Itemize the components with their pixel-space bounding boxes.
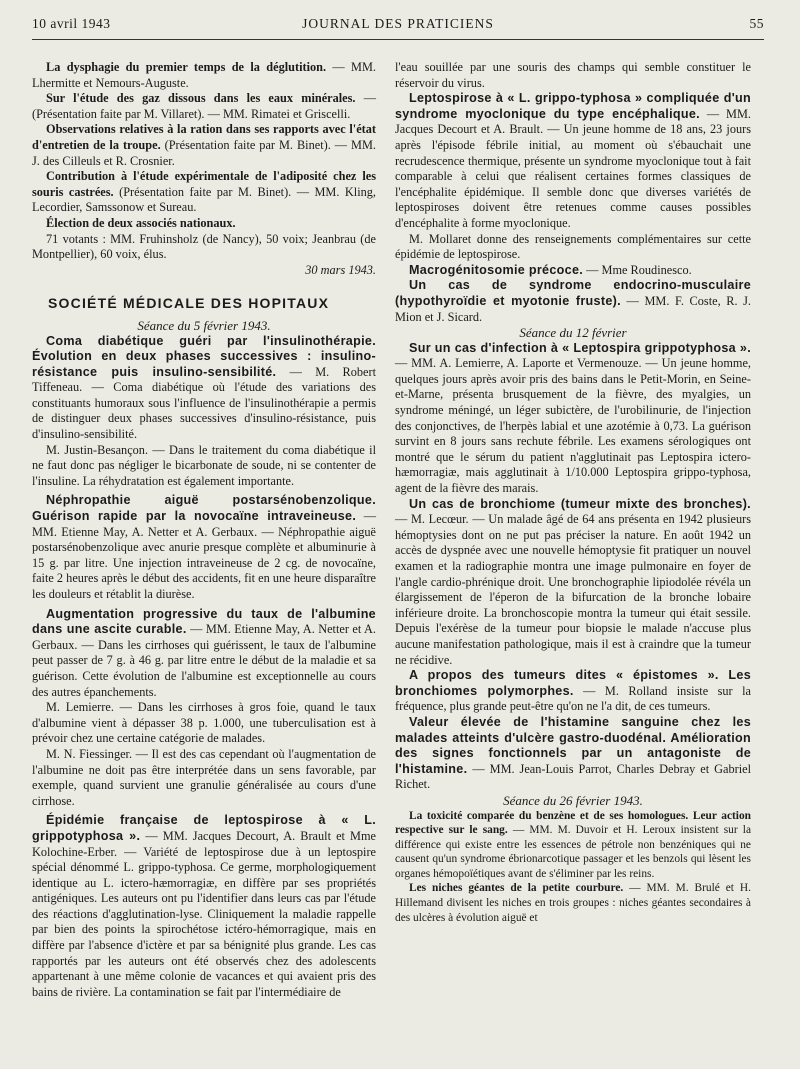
communication <box>32 334 376 443</box>
communication <box>395 668 751 715</box>
abstract-title: Contribution à l'étude expérimentale de l'adiposité chez les souris castrées. <box>32 169 376 199</box>
header-journal-title: JOURNAL DES PRATICIENS <box>302 16 494 31</box>
section-heading: SOCIÉTÉ MÉDICALE DES HOPITAUX <box>48 295 330 312</box>
page-number: 55 <box>749 16 764 31</box>
communication-body: — MM. A. Lemierre, A. Laporte et Vermenouze. — Un jeune homme, quelques jours après avoir pris des bains dans le Petit-Morin, en Seine-et-Marne, présenta brusquement de la fièvre, des myalgies, un syndrome méningé, un léger subictère, de l'urobilinurie, de l'injection des conjonctives, de l'herpès labial et une azotémie à 0,73. La guérison survint en 8 jours sans rechute fébrile. Les examens sérologiques ont montré que le sérum du patient n'agglutinait pas Leptospira ictero-hæmorragiæ, mais agglutinait à 1/10.000 Leptospira grippo-typhosa, agent de la fièvre des marais. <box>395 356 751 496</box>
communication-body: — MM. Jacques Decourt et A. Brault. — Un jeune homme de 18 ans, 23 jours après l'épisode fébrile initial, au moment où s'ébauchait une recrudescence thermique, présente un syndrome myoclonique tout à fait comparable à celui que réalisent certaines formes classiques de l'encéphalite épidémique. Il semble donc que diverses variétés de leptospiroses doivent être retenues comme causes possibles d'encéphalite à forme myoclonique. <box>395 106 752 230</box>
communication-body: — MM. Etienne May, A. Netter et A. Gerbaux. — Néphropathie aiguë postarsénobenzolique avec anurie presque complète et albuminurie à 15 g. par litre. Une injection intraveineuse de 2 cg. de novocaïne, faite 2 heures après le début des accidents, fit en une heure disparaître les douleurs et rétablit la diurèse. <box>32 509 376 601</box>
communication <box>395 881 751 925</box>
communication-title: Valeur élevée de l'histamine sanguine chez les malades atteints d'ulcère gastro-duodénal. Amélioration des signes fonctionnels par un antagoniste de l'histamine. <box>395 714 751 776</box>
communication-title: Macrogénitosomie précoce. <box>409 262 584 277</box>
communication-body: — MM. Jacques Decourt, A. Brault et Mme Kolochine-Erber. — Variété de leptospirose due à un leptospire spécial dénommé L. grippo-typhosa. Ce germe, morphologiquement identique au L. ictero-hæmorragiæ, en diffère par ses propriétés antigéniques. Les auteurs ont pu l'identifier dans leurs cas par l'étude des réactions d'agglutination-lyse. Cliniquement la maladie rappelle par bien des points la spirochétose ictéro-hémorragique, mais en diffère par l'absence d'ictère et par sa bénignité plus grande. Les cas rapportés par les auteurs ont été observés chez des adolescents appartenant à une même colonie de vacances et qui avaient pris des bains de rivière. La contamination se fait par l'intermédiaire de <box>32 828 376 999</box>
abstract <box>32 91 376 122</box>
meeting-date: 30 mars 1943. <box>305 262 376 277</box>
communication-title: Épidémie française de leptospirose à « L. grippotyphosa ». <box>32 813 376 843</box>
communication-body: — M. Robert Tiffeneau. — Coma diabétique où l'étude des variations des constituants humoraux sous l'influence de l'insulinothérapie a permis de distinguer deux phases successives d'insulino-résistance, puis d'insulino-sensibilité. <box>32 364 376 442</box>
election-result: 71 votants : MM. Fruhinsholz (de Nancy), 50 voix; Jeanbrau (de Montpellier), 60 voix, élus. <box>32 231 376 262</box>
communication-title: Néphropathie aiguë postarsénobenzolique. Guérison rapide par la novocaïne intraveineuse. <box>32 493 376 524</box>
communication-title: Augmentation progressive du taux de l'albumine dans une ascite curable. <box>32 606 376 637</box>
abstract-authors: — (Présentation faite par M. Villaret). — MM. Rimatei et Griscelli. <box>32 91 376 121</box>
abstract <box>32 60 376 91</box>
communication-body: — M. Rolland insiste sur la fréquence, plus grande peut-être qu'on ne l'a dit, de ces tumeurs. <box>395 683 751 714</box>
communication-title: Les niches géantes de la petite courbure. <box>409 882 624 895</box>
abstract-title: La dysphagie du premier temps de la déglutition. <box>46 60 327 74</box>
communication <box>32 493 376 602</box>
communication-body: — MM. M. Duvoir et H. Leroux insistent sur la différence qui existe entre les essences de pétrole non benzéniques qui ne causent qu'un syndrome ébrionarcotique passager et les benzols qui lèsent les organes hémopoïétiques avant de s'éliminer par les reins. <box>395 824 751 880</box>
abstract <box>32 169 376 216</box>
communication <box>395 341 751 497</box>
continued-text: l'eau souillée par une souris des champs qui semble constituer le réservoir du virus. <box>395 60 751 90</box>
session-date: Séance du 12 février <box>519 325 627 341</box>
election-title: Élection de deux associés nationaux. <box>46 215 236 230</box>
communication-title: Leptospirose à « L. grippo-typhosa » compliquée d'un syndrome myoclonique du type encéphalique. <box>395 91 751 121</box>
communication-title: Coma diabétique guéri par l'insulinothérapie. Évolution en deux phases successives : insulino-résistance puis insulino-sensibilité. <box>32 333 376 379</box>
communication-body: — M. Lecœur. — Un malade âgé de 64 ans présenta en 1942 plusieurs hémoptysies dont on ne put pas préciser la nature. En août 1942 un accès de dyspnée avec une nouvelle hémoptysie fit pratiquer un nouvel examen et la radiographie montra une image pulmonaire en foyer de l'angle cardio-phrénique droit. Une bronchographie lipiodolée révéla un élargissement de l'éperon de la bifurcation de la bronche lobaire inférieure droite. La bronchoscopie montra la tumeur qui était sessile. Depuis l'exérèse de la tumeur pour biopsie le malade n'accuse plus aucune manifestation pathologique, mais il est à craindre que la tumeur ne récidive. <box>395 512 751 667</box>
communication-body: — MM. F. Coste, R. J. Mion et J. Sicard. <box>395 293 751 324</box>
running-header <box>32 16 764 38</box>
communication-title: A propos des tumeurs dites « épistomes ». Les bronchiomes polymorphes. <box>395 668 751 698</box>
communication <box>32 813 376 1000</box>
discussion: M. N. Fiessinger. — Il est des cas cependant où l'augmentation de l'albumine ne doit pas être interprétée dans un sens favorable, par exemple, quand survient une granulie généralisée au cours d'une cirrhose. <box>32 746 376 808</box>
communication <box>395 91 751 231</box>
communication <box>395 715 751 793</box>
session-date: Séance du 5 février 1943. <box>137 317 271 333</box>
discussion: M. Justin-Besançon. — Dans le traitement du coma diabétique il ne faut donc pas négliger le bicarbonate de soude, ni se contenter de l'insuline. La réhydratation est également importante. <box>32 442 376 488</box>
discussion: M. Mollaret donne des renseignements complémentaires sur cette épidémie de leptospirose. <box>395 231 751 262</box>
communication <box>395 497 751 669</box>
abstract-title: Observations relatives à la ration dans ses rapports avec l'état d'entretien de la troupe. <box>32 122 376 152</box>
communication-title: Un cas de syndrome endocrino-musculaire (hypothyroïdie et myotonie fruste). <box>395 278 751 308</box>
communication-title: Sur un cas d'infection à « Leptospira grippotyphosa ». <box>409 340 751 355</box>
discussion: M. Lemierre. — Dans les cirrhoses à gros foie, quand le taux d'albumine vient à dépasser 38 p. 1.000, une tuberculisation est à prévoir chez une certaine catégorie de malades. <box>32 700 376 746</box>
communication <box>395 809 751 882</box>
abstract-authors: (Présentation faite par M. Binet). — MM. Kling, Lecordier, Samssonow et Sureau. <box>32 184 376 215</box>
header-date: 10 avril 1943 <box>32 16 111 31</box>
communication <box>395 278 751 325</box>
communication-body: — MM. Jean-Louis Parrot, Charles Debray et Gabriel Richet. <box>395 761 751 792</box>
right-column <box>395 60 751 925</box>
communication-body: — MM. M. Brulé et H. Hillemand divisent les niches en trois groupes : niches géantes secondaires à des ulcères à évolution aiguë et <box>395 882 751 924</box>
communication <box>32 607 376 701</box>
abstract-authors: (Présentation faite par M. Binet). — MM. J. des Cilleuls et R. Crosnier. <box>32 137 376 168</box>
header-rule <box>32 39 764 40</box>
communication-title: La toxicité comparée du benzène et de ses homologues. Leur action respective sur le sang. <box>395 809 751 837</box>
communication <box>395 263 751 279</box>
communication-body: — Mme Roudinesco. <box>583 262 692 277</box>
communication-title: Un cas de bronchiome (tumeur mixte des bronches). <box>409 496 751 511</box>
abstract-authors: — MM. Lhermitte et Nemours-Auguste. <box>32 60 377 90</box>
communication-body: — MM. Etienne May, A. Netter et A. Gerbaux. — Dans les cirrhoses qui guérissent, le taux de l'albumine peut passer de 7 g. à 46 g. par litre entre le début de la maladie et sa guérison. Cette évolution de l'albumine est exceptionnelle au cours des autres épanchements. <box>32 622 376 699</box>
abstract <box>32 122 376 169</box>
abstract-title: Sur l'étude des gaz dissous dans les eaux minérales. <box>46 91 356 106</box>
session-date: Séance du 26 février 1943. <box>503 792 643 808</box>
left-column <box>32 60 376 1000</box>
